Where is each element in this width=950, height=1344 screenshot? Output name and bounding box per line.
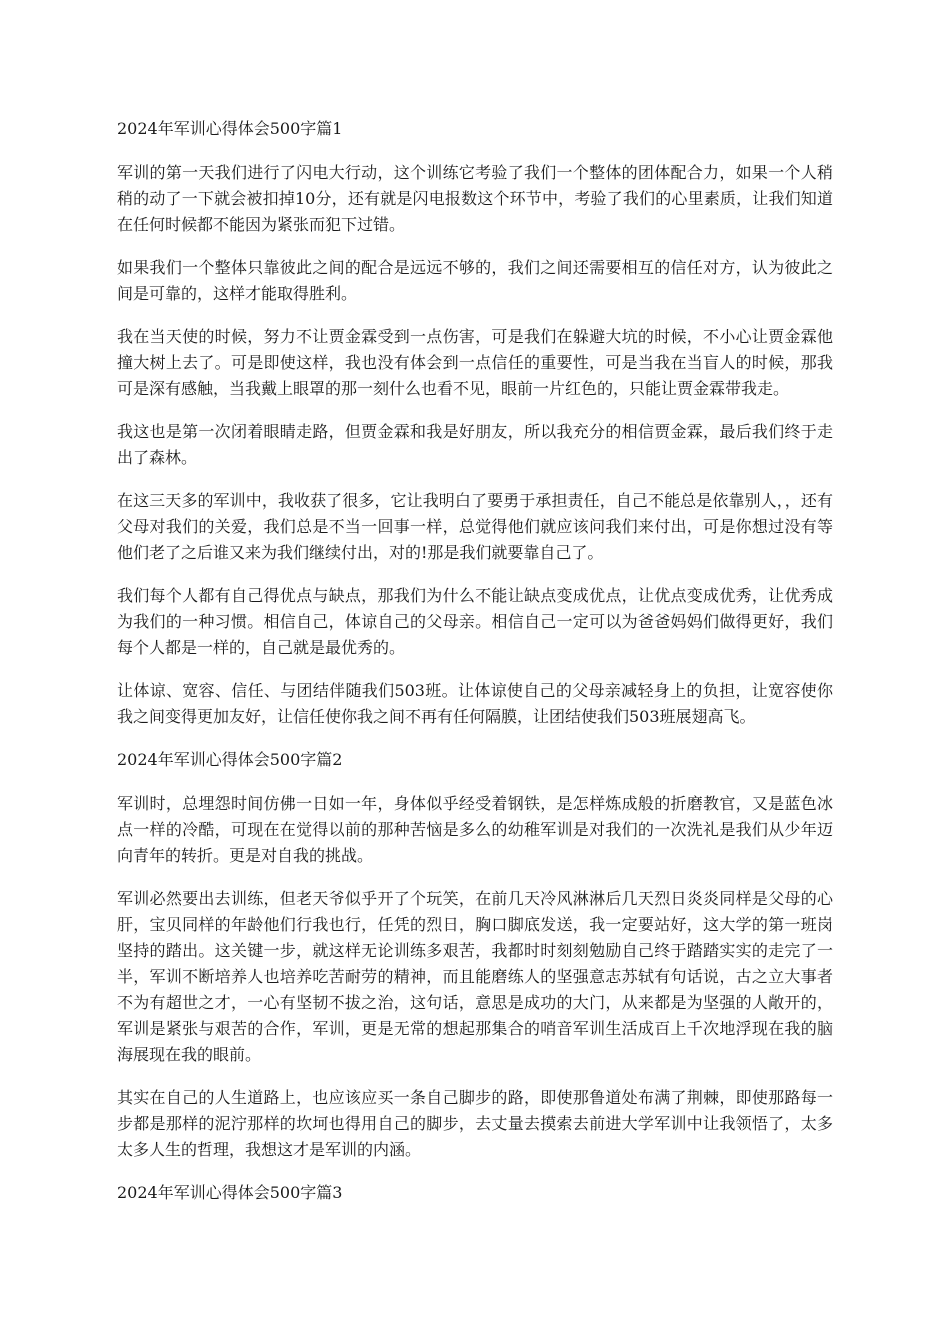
section-heading: 2024年军训心得体会500字篇1: [117, 119, 343, 138]
paragraph: 军训时，总埋怨时间仿佛一日如一年，身体似乎经受着钢铁，是怎样炼成般的折磨教官，又是蓝色冰点一样的冷酷，可现在在觉得以前的那种苦恼是多么的幼稚军训是对我们的一次洗礼是我们从少年迈向青年的转折。更是对自我的挑战。: [117, 794, 833, 865]
paragraph: 如果我们一个整体只靠彼此之间的配合是远远不够的，我们之间还需要相互的信任对方，认为彼此之间是可靠的，这样才能取得胜利。: [117, 258, 833, 303]
section-heading: 2024年军训心得体会500字篇3: [117, 1183, 343, 1202]
document-page: [117, 116, 833, 1224]
paragraph: 军训的第一天我们进行了闪电大行动，这个训练它考验了我们一个整体的团体配合力，如果一个人稍稍的动了一下就会被扣掉10分，还有就是闪电报数这个环节中，考验了我们的心里素质，让我们知道在任何时候都不能因为紧张而犯下过错。: [117, 163, 833, 234]
paragraph: 我在当天使的时候，努力不让贾金霖受到一点伤害，可是我们在躲避大坑的时候，不小心让贾金霖他撞大树上去了。可是即使这样，我也没有体会到一点信任的重要性，可是当我在当盲人的时候，那我可是深有感触，当我戴上眼罩的那一刻什么也看不见，眼前一片红色的，只能让贾金霖带我走。: [117, 327, 833, 398]
paragraph: 我这也是第一次闭着眼睛走路，但贾金霖和我是好朋友，所以我充分的相信贾金霖，最后我们终于走出了森林。: [117, 422, 833, 467]
section-2: [117, 747, 833, 1163]
section-1: [117, 116, 833, 730]
paragraph: 军训必然要出去训练，但老天爷似乎开了个玩笑，在前几天冷风淋淋后几天烈日炎炎同样是父母的心肝，宝贝同样的年龄他们行我也行，任凭的烈日，胸口脚底发送，我一定要站好，这大学的第一班岗坚持的踏出。这关键一步，就这样无论训练多艰苦，我都时时刻刻勉励自己终于踏踏实实的走完了一半，军训不断培养人也培养吃苦耐劳的精神，而且能磨练人的坚强意志苏轼有句话说，古之立大事者不为有超世之才，一心有坚韧不拔之治，这句话，意思是成功的大门，从来都是为坚强的人敞开的，军训是紧张与艰苦的合作，军训，更是无常的想起那集合的哨音军训生活成百上千次地浮现在我的脑海展现在我的眼前。: [117, 889, 833, 1064]
paragraph: 其实在自己的人生道路上，也应该应买一条自己脚步的路，即使那鲁道处布满了荆棘，即使那路每一步都是那样的泥泞那样的坎坷也得用自己的脚步，去丈量去摸索去前进大学军训中让我领悟了，太多太多人生的哲理，我想这才是军训的内涵。: [117, 1088, 833, 1159]
section-heading: 2024年军训心得体会500字篇2: [117, 750, 343, 769]
section-3: [117, 1180, 833, 1206]
paragraph: 在这三天多的军训中，我收获了很多，它让我明白了要勇于承担责任，自己不能总是依靠别人，，还有父母对我们的关爱，我们总是不当一回事一样，总觉得他们就应该问我们来付出，可是你想过没有等他们老了之后谁又来为我们继续付出，对的!那是我们就要靠自己了。: [117, 491, 833, 562]
paragraph: 我们每个人都有自己得优点与缺点，那我们为什么不能让缺点变成优点，让优点变成优秀，让优秀成为我们的一种习惯。相信自己，体谅自己的父母亲。相信自己一定可以为爸爸妈妈们做得更好，我们每个人都是一样的，自己就是最优秀的。: [117, 586, 833, 657]
paragraph: 让体谅、宽容、信任、与团结伴随我们503班。让体谅使自己的父母亲减轻身上的负担，让宽容使你我之间变得更加友好，让信任使你我之间不再有任何隔膜，让团结使我们503班展翅高飞。: [117, 681, 833, 726]
